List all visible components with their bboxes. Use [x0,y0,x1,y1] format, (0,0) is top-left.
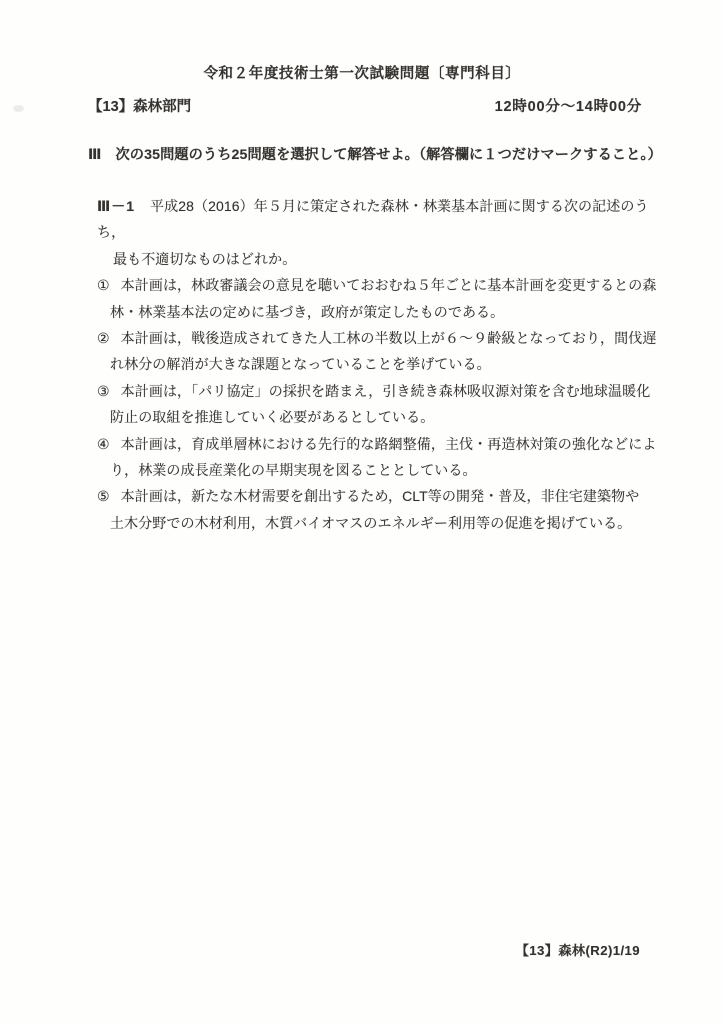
header-row [88,97,642,118]
option-number: ③ [97,382,110,399]
options-list [97,272,664,536]
option-text: 本計画は，育成単層林における先行的な路網整備，主伐・再造林対策の強化などによ [120,435,657,452]
option-number: ⑤ [97,488,110,505]
question-line-2: 最も不適切なものはどれか。 [113,250,297,267]
section-label: 【13】森林部門 [88,99,192,115]
option-line-2: 土木分野での木材利用，木質バイオマスのエネルギー利用等の促進を掲げている。 [110,514,632,531]
option-line-2: 林・林業基本法の定めに基づき，政府が策定したものである。 [110,303,505,320]
option-number: ① [97,277,110,294]
question-text: 平成28（2016）年５月に策定された森林・林業基本計画に関する次の記述のうち， [97,198,649,241]
option-line-1 [97,431,664,457]
option-line-2: 防止の取組を推進していく必要があるとしている。 [110,409,435,426]
question-number: Ⅲ－1 [97,198,136,214]
option-text: 本計画は，新たな木材需要を創出するため，CLT等の開発・普及，非住宅建築物や [120,488,640,505]
page-title: 令和２年度技術士第一次試験問題〔専門科目〕 [203,66,521,82]
page-footer: 【13】森林(R2)1/19 [515,943,640,958]
option-item [97,325,664,378]
option-item [97,272,664,325]
exam-time: 12時00分～14時00分 [494,99,642,115]
option-line-1 [97,325,664,351]
option-item [97,378,664,431]
option-item [97,483,664,536]
section-instruction [88,144,662,166]
option-line-1 [97,272,664,298]
option-line-1 [97,378,664,404]
option-text: 本計画は，林政審議会の意見を聴いておおむね５年ごとに基本計画を変更するとの森 [120,277,657,294]
scan-artifact [13,105,24,112]
question-block [97,193,664,536]
instruction-text: 次の35問題のうち25問題を選択して解答せよ。（解答欄に１つだけマークすること。） [115,147,662,163]
option-line-2: り，林業の成長産業化の早期実現を図ることとしている。 [110,462,477,479]
question-line-1 [97,193,664,246]
option-line-1 [97,483,664,509]
option-number: ④ [97,435,110,452]
option-number: ② [97,330,110,347]
option-text: 本計画は，「パリ協定」の採択を踏まえ，引き続き森林吸収源対策を含む地球温暖化 [120,382,651,399]
instruction-number: Ⅲ [88,147,102,163]
option-line-2: れ林分の解消が大きな課題となっていることを挙げている。 [110,356,491,373]
option-item [97,431,664,484]
option-text: 本計画は，戦後造成されてきた人工林の半数以上が６～９齢級となっており，間伐遅 [120,330,657,347]
